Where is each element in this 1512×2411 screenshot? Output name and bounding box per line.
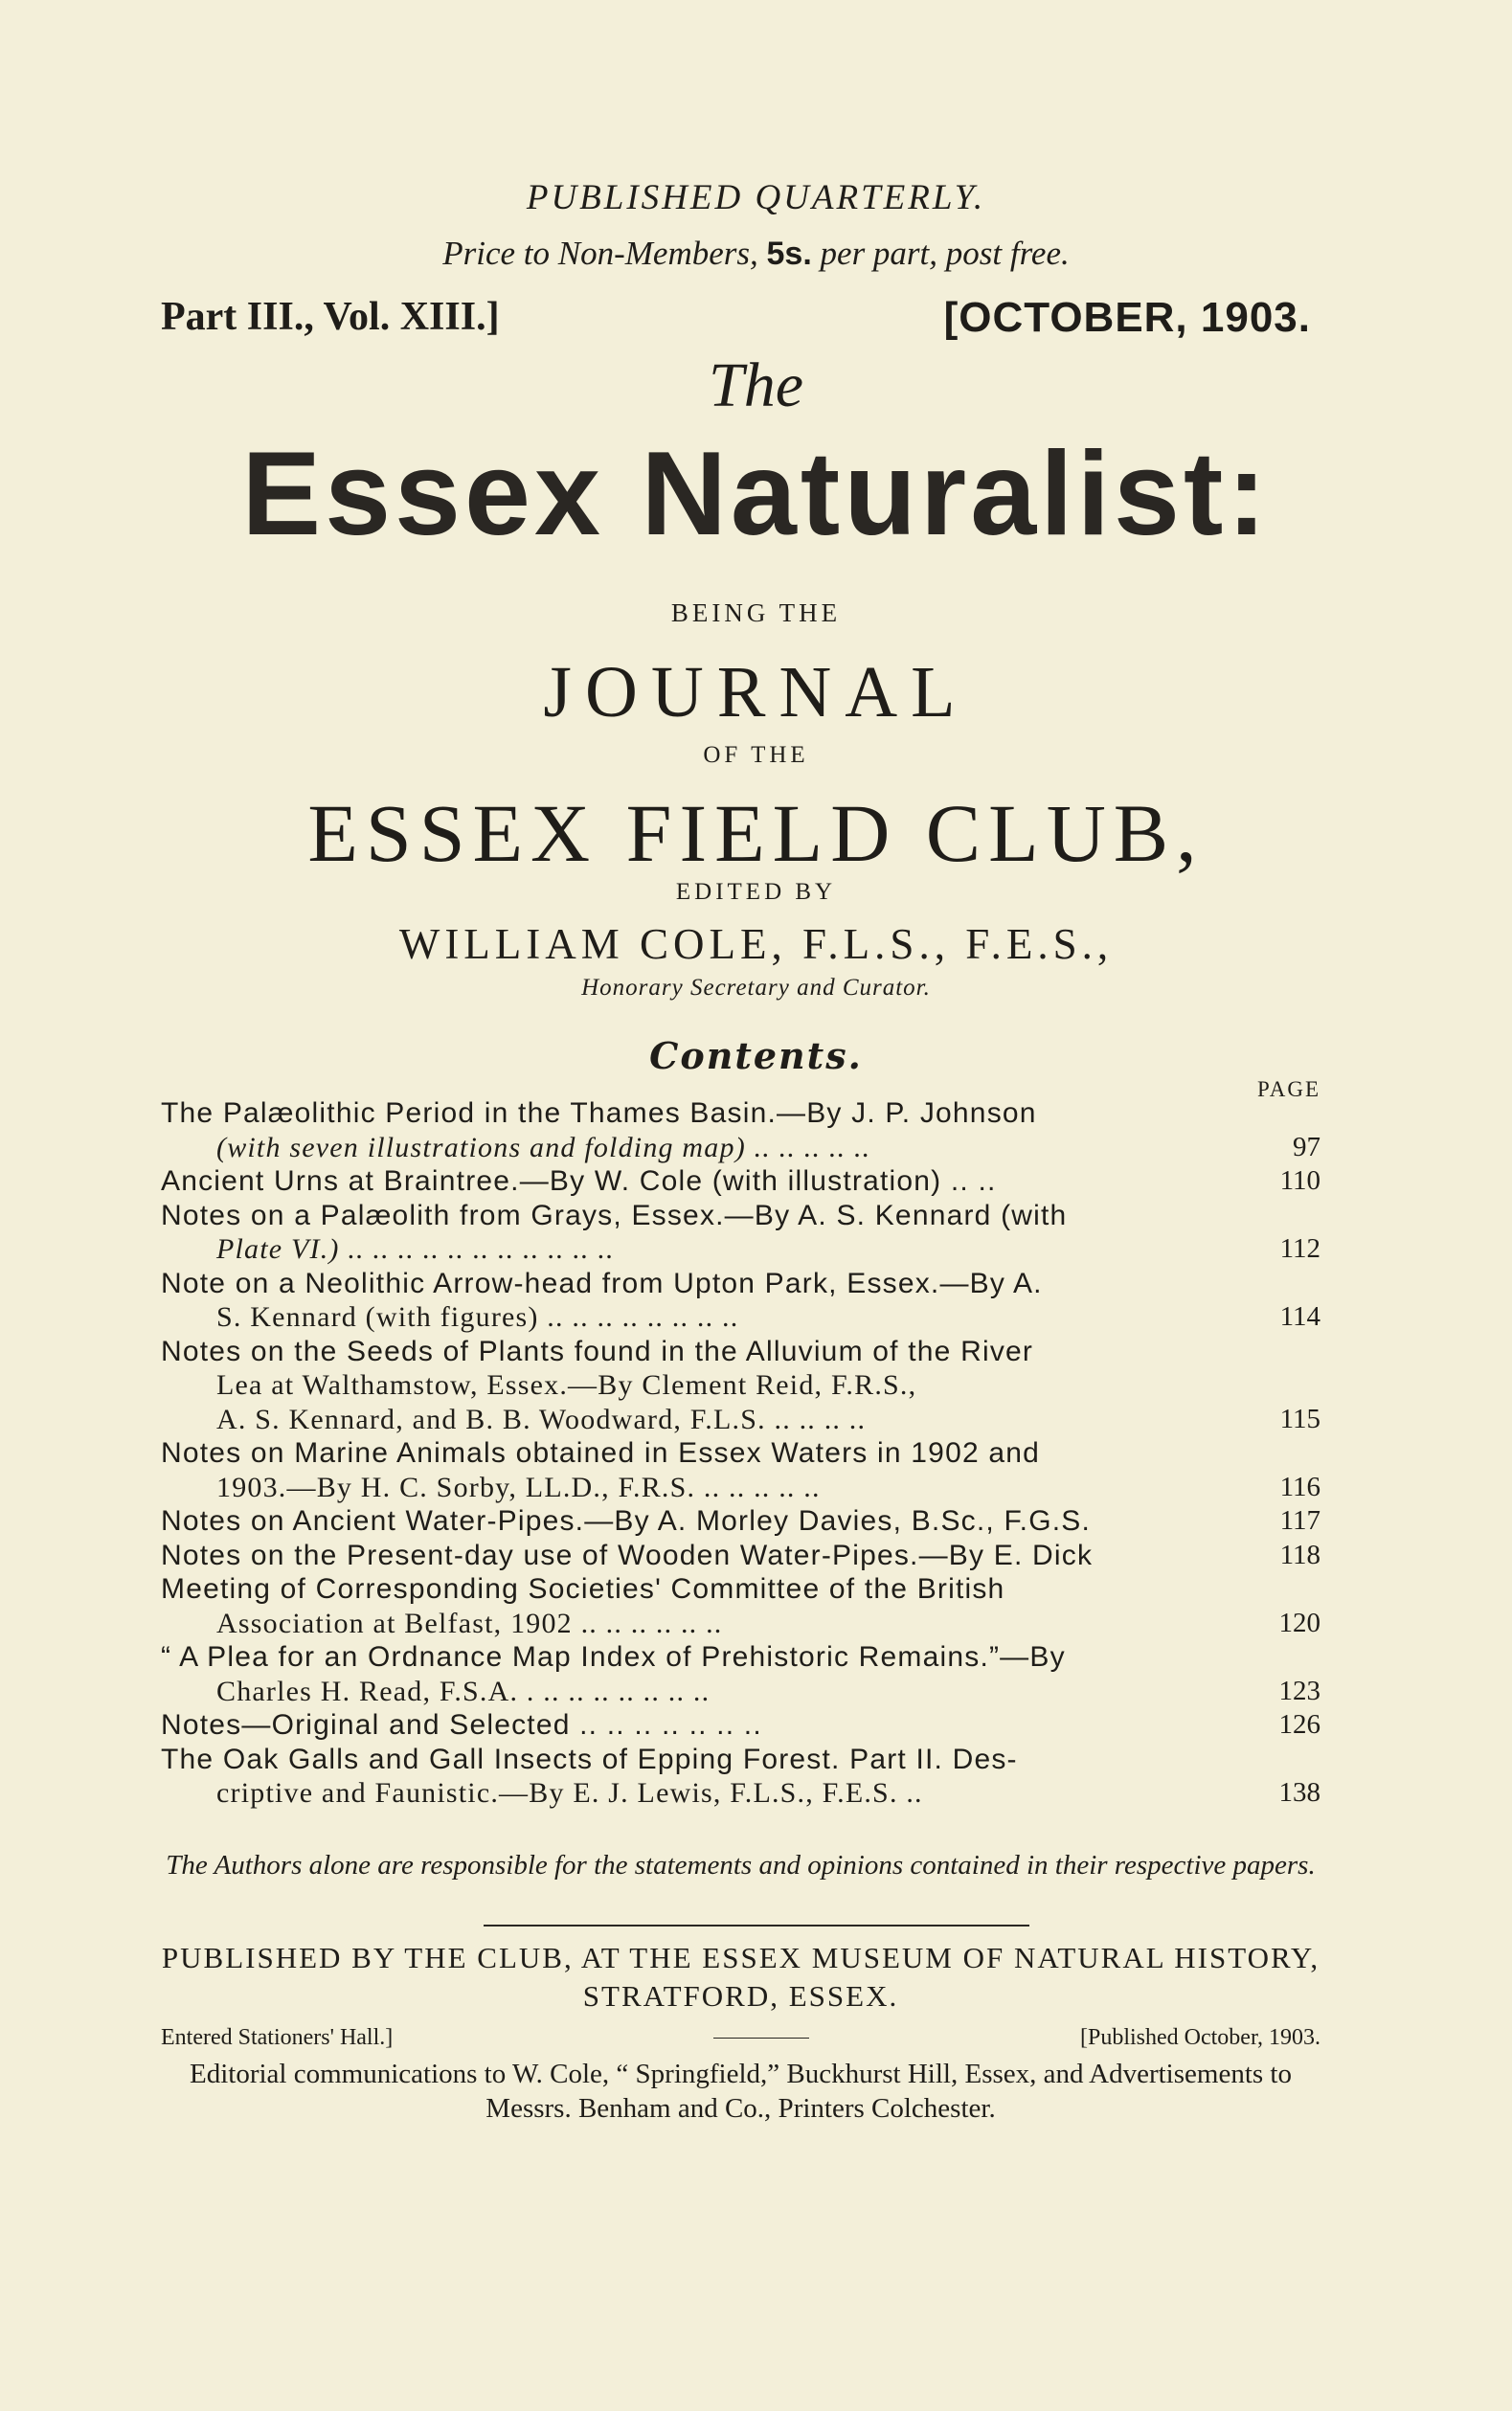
club-name: ESSEX FIELD CLUB, <box>307 787 1205 879</box>
entry-title: Notes on Marine Animals obtained in Essex Waters in 1902 and <box>161 1437 1041 1469</box>
entry-continuation: Association at Belfast, 1902 .. .. .. .. .. .. <box>216 1607 723 1639</box>
entry-page: 110 <box>1279 1165 1320 1196</box>
editor-name: WILLIAM COLE, F.L.S., F.E.S., <box>398 920 1114 968</box>
entry-title: The Oak Galls and Gall Insects of Epping Forest. Part II. Des- <box>161 1743 1018 1775</box>
contents-entry <box>161 1436 1320 1504</box>
contents-heading: Contents. <box>649 1034 863 1077</box>
masthead-article: The <box>709 350 803 420</box>
price-prefix: Price to Non-Members, <box>442 235 758 272</box>
contents-entry <box>161 1335 1320 1437</box>
entry-page: 126 <box>1278 1709 1320 1740</box>
contents-entry <box>161 1640 1320 1708</box>
edited-by: EDITED BY <box>675 879 837 905</box>
contents-entry <box>161 1572 1320 1640</box>
entry-page: 118 <box>1279 1539 1320 1570</box>
short-divider <box>713 2038 809 2039</box>
entry-title: Notes on the Seeds of Plants found in the Alluvium of the River <box>161 1335 1034 1367</box>
entry-page: 114 <box>1279 1301 1320 1332</box>
editorial-notice: Editorial communications to W. Cole, “ Springfield,” Buckhurst Hill, Essex, and Advertisements to Messrs. Benham and Co., Printers Colchester. <box>190 2059 1292 2124</box>
entry-page: 120 <box>1278 1607 1320 1638</box>
entry-continuation-2: A. S. Kennard, and B. B. Woodward, F.L.S. .. .. .. .. <box>216 1403 867 1435</box>
contents-entry <box>161 1267 1320 1335</box>
entry-title: Notes on Ancient Water-Pipes.—By A. Morley Davies, B.Sc., F.G.S. <box>161 1505 1092 1537</box>
entry-title: Notes—Original and Selected .. .. .. .. .. .. .. <box>161 1709 762 1741</box>
of-the: OF THE <box>703 742 809 768</box>
editor-role: Honorary Secretary and Curator. <box>581 975 931 1001</box>
stationers-hall-note: Entered Stationers' Hall.] <box>161 2025 394 2050</box>
contents-entry <box>161 1164 1320 1199</box>
entry-continuation: 1903.—By H. C. Sorby, LL.D., F.R.S. .. .. .. .. .. <box>216 1471 821 1503</box>
entry-title: The Palæolithic Period in the Thames Basin.—By J. P. Johnson <box>161 1097 1037 1129</box>
divider-rule <box>484 1925 1029 1927</box>
price-suffix: per part, post free. <box>820 235 1070 272</box>
entry-title: “ A Plea for an Ordnance Map Index of Prehistoric Remains.”—By <box>161 1641 1066 1673</box>
contents-list <box>161 1096 1320 1811</box>
entry-page: 123 <box>1278 1675 1320 1706</box>
entry-continuation: Charles H. Read, F.S.A. . .. .. .. .. .. .. .. <box>216 1675 711 1707</box>
contents-entry <box>161 1708 1320 1743</box>
journal-heading: JOURNAL <box>543 652 969 732</box>
entry-title: Meeting of Corresponding Societies' Committee of the British <box>161 1573 1005 1605</box>
price-line <box>0 235 1512 273</box>
entry-continuation: Plate VI.) .. .. .. .. .. .. .. .. .. .. .. <box>216 1233 615 1265</box>
entry-page: 115 <box>1279 1403 1320 1434</box>
masthead-title: Essex Naturalist: <box>241 428 1271 560</box>
part-volume: Part III., Vol. XIII.] <box>161 295 500 339</box>
entry-page: 97 <box>1293 1131 1320 1162</box>
authors-disclaimer: The Authors alone are responsible for the statements and opinions contained in their respective papers. <box>166 1850 1316 1881</box>
contents-entry <box>161 1539 1320 1573</box>
contents-entry <box>161 1504 1320 1539</box>
entry-continuation: Lea at Walthamstow, Essex.—By Clement Reid, F.R.S., <box>216 1369 917 1401</box>
page-column-label: PAGE <box>1257 1077 1320 1101</box>
entry-title: Notes on a Palæolith from Grays, Essex.—By A. S. Kennard (with <box>161 1199 1068 1231</box>
entry-title: Notes on the Present-day use of Wooden Water-Pipes.—By E. Dick <box>161 1539 1094 1571</box>
price-value: 5s. <box>766 236 812 272</box>
publication-frequency: PUBLISHED QUARTERLY. <box>526 178 986 217</box>
entry-continuation: S. Kennard (with figures) .. .. .. .. .. .. .. .. <box>216 1301 739 1333</box>
contents-entry <box>161 1743 1320 1811</box>
entry-page: 117 <box>1279 1505 1320 1536</box>
entry-continuation: criptive and Faunistic.—By E. J. Lewis, F.L.S., F.E.S. .. <box>216 1777 923 1809</box>
contents-entry <box>161 1096 1320 1164</box>
entry-page: 116 <box>1279 1471 1320 1502</box>
contents-entry <box>161 1199 1320 1267</box>
published-date: [Published October, 1903. <box>1079 2025 1320 2050</box>
entry-continuation: (with seven illustrations and folding map) .. .. .. .. .. <box>216 1131 871 1163</box>
entry-page: 138 <box>1278 1777 1320 1808</box>
entry-title: Ancient Urns at Braintree.—By W. Cole (with illustration) .. .. <box>161 1165 997 1197</box>
entry-title: Note on a Neolithic Arrow-head from Upton Park, Essex.—By A. <box>161 1267 1043 1299</box>
issue-date: [OCTOBER, 1903. <box>943 294 1311 341</box>
being-the: BEING THE <box>670 598 842 627</box>
entry-page: 112 <box>1279 1233 1320 1264</box>
publisher-line: PUBLISHED BY THE CLUB, AT THE ESSEX MUSEUM OF NATURAL HISTORY, STRATFORD, ESSEX. <box>161 1941 1320 2013</box>
